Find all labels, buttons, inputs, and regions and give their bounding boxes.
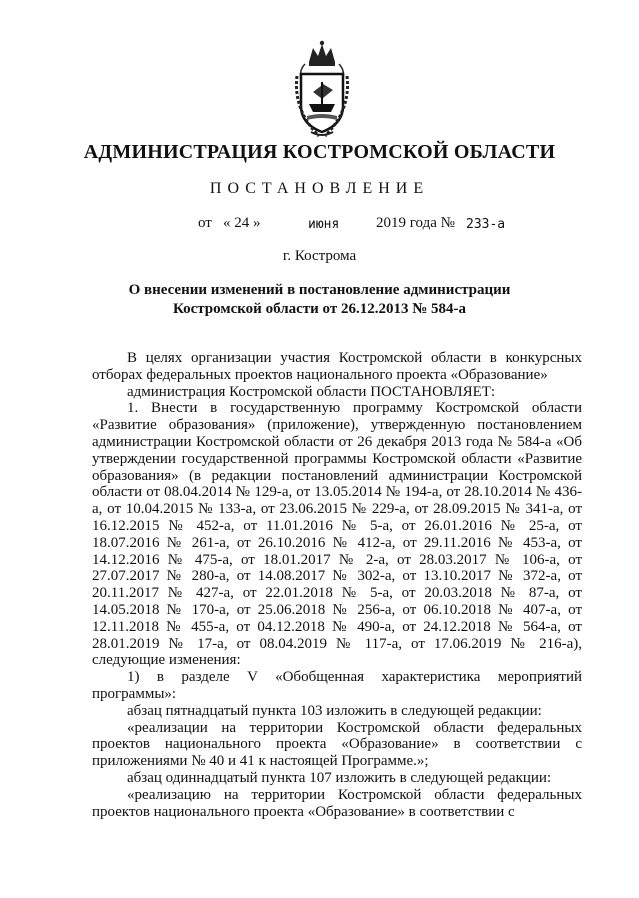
document-number: 233-а	[466, 217, 506, 232]
date-day: « 24 »	[223, 215, 261, 231]
subject-line-1: О внесении изменений в постановление администрации	[128, 282, 511, 298]
body-paragraph-7: абзац одиннадцатый пункта 107 изложить в следующей редакции:	[127, 769, 552, 786]
document-body	[92, 350, 582, 820]
document-subject	[60, 281, 579, 319]
date-prefix: от	[198, 215, 212, 231]
body-paragraph-1: В целях организации участия Костромской области в конкурсных отборах федеральных проектов национального проекта «Образование»	[92, 350, 582, 383]
body-paragraph-2: администрация Костромской области ПОСТАНОВЛЯЕТ:	[127, 383, 496, 400]
city-line: г. Кострома	[282, 248, 357, 264]
date-month: июня	[308, 217, 340, 232]
body-paragraph-8: «реализацию на территории Костромской области федеральных проектов национального проекта «Образование» в соответствии с	[92, 786, 582, 820]
body-paragraph-6: «реализации на территории Костромской области федеральных проектов национального проекта «Образование» в соответствии с приложениями № 40 и 41 к настоящей Программе.»;	[92, 719, 582, 770]
coat-of-arms-emblem	[291, 40, 353, 140]
body-paragraph-3: 1. Внести в государственную программу Костромской области «Развитие образования» (приложение), утвержденную постановлением администрации Костромской области от 26 декабря 2013 года № 584-а «Об утверждении государственной программы Костромской области «Развитие образования» (в редакции постановлений администрации Костромской области от 08.04.2014 № 129-а, от 13.05.2014 № 194-а, от 28.10.2014 № 436-а, от 10.04.2015 № 133-а, от 23.06.2015 № 229-а, от 28.09.2015 № 341-а, от 16.12.2015 № 452-а, от 11.01.2016 № 5-а, от 26.01.2016 № 25-а, от 18.07.2016 № 261-а, от 26.10.2016 № 412-а, от 29.11.2016 № 453-а, от 14.12.2016 № 475-а, от 18.01.2017 № 2-а, от 28.03.2017 № 106-а, от 27.07.2017 № 280-а, от 14.08.2017 № 302-а, от 13.10.2017 № 372-а, от 20.11.2017 № 427-а, от 22.01.2018 № 5-а, от 20.03.2018 № 87-а, от 14.05.2018 № 170-а, от 25.06.2018 № 256-а, от 06.10.2018 № 407-а, от 12.11.2018 № 455-а, от 04.12.2018 № 490-а, от 24.12.2018 № 564-а, от 28.01.2019 № 17-а, от 08.04.2019 № 117-а, от 17.06.2019 № 216-а), следующие изменения:	[92, 400, 582, 669]
document-type-title: ПОСТАНОВЛЕНИЕ	[209, 180, 430, 197]
body-paragraph-5: абзац пятнадцатый пункта 103 изложить в следующей редакции:	[127, 702, 542, 719]
body-paragraph-4: 1) в разделе V «Обобщенная характеристика мероприятий программы»:	[92, 669, 582, 702]
organization-title: АДМИНИСТРАЦИЯ КОСТРОМСКОЙ ОБЛАСТИ	[83, 141, 556, 163]
subject-line-2: Костромской области от 26.12.2013 № 584-а	[172, 301, 467, 317]
date-year: 2019 года №	[376, 215, 455, 231]
